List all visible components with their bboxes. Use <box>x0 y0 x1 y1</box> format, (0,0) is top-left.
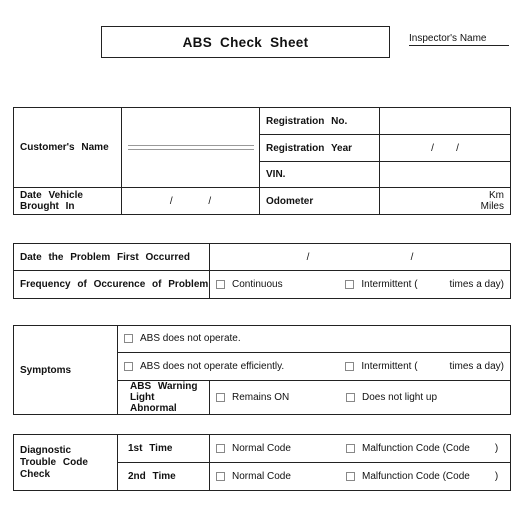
first-time-label: 1st Time <box>118 435 210 463</box>
option-malfunction-code[interactable]: Malfunction Code (Code ) <box>346 471 498 482</box>
date-separator: / <box>306 251 310 263</box>
second-time-label: 2nd Time <box>118 463 210 491</box>
customer-name-field[interactable] <box>122 108 260 188</box>
checkbox-icon[interactable] <box>216 472 225 481</box>
frequency-options <box>210 271 511 299</box>
symptom-row-1 <box>118 326 511 353</box>
checkbox-icon[interactable] <box>124 334 133 343</box>
registration-no-label: Registration No. <box>260 108 380 135</box>
vin-field[interactable] <box>380 162 511 188</box>
vin-label: VIN. <box>260 162 380 188</box>
symptoms-label: Symptoms <box>14 326 118 415</box>
option-malfunction-code[interactable]: Malfunction Code (Code ) <box>346 443 498 454</box>
option-continuous[interactable]: Continuous <box>216 279 283 290</box>
option-normal-code[interactable]: Normal Code <box>216 443 346 454</box>
date-separator: / <box>410 251 414 263</box>
date-brought-in-label: Date Vehicle Brought In <box>14 188 122 215</box>
checkbox-icon[interactable] <box>345 362 354 371</box>
registration-no-field[interactable] <box>380 108 511 135</box>
dtc-label: Diagnostic Trouble Code Check <box>14 435 118 491</box>
dtc-table <box>13 434 511 491</box>
inspector-name-field[interactable]: Inspector's Name <box>409 33 509 46</box>
checkbox-icon[interactable] <box>346 472 355 481</box>
option-intermittent[interactable]: Intermittent ( times a day) <box>345 279 504 290</box>
first-time-options <box>210 435 511 463</box>
warning-light-options <box>210 381 511 415</box>
date-brought-in-field[interactable] <box>122 188 260 215</box>
unit-miles: Miles <box>480 201 504 212</box>
checkbox-icon[interactable] <box>346 393 355 402</box>
checkbox-icon[interactable] <box>216 444 225 453</box>
checkbox-icon[interactable] <box>124 362 133 371</box>
sheet-title: ABS Check Sheet <box>101 26 390 58</box>
second-time-options <box>210 463 511 491</box>
symptoms-table <box>13 325 511 415</box>
odometer-field[interactable] <box>380 188 511 215</box>
frequency-label: Frequency of Occurence of Problem <box>14 271 210 299</box>
registration-year-field[interactable] <box>380 135 511 162</box>
option-does-not-light[interactable]: Does not light up <box>346 392 437 403</box>
option-remains-on[interactable]: Remains ON <box>216 392 346 403</box>
option-intermittent[interactable]: Intermittent ( times a day) <box>345 361 504 372</box>
date-separator: / <box>169 195 173 207</box>
checkbox-icon[interactable] <box>346 444 355 453</box>
customer-table <box>13 107 511 215</box>
registration-year-label: Registration Year <box>260 135 380 162</box>
double-underline <box>128 145 254 150</box>
problem-date-field[interactable] <box>210 244 511 271</box>
unit-km: Km <box>489 190 504 201</box>
warning-light-label: ABS Warning Light Abnormal <box>118 381 210 415</box>
checkbox-icon[interactable] <box>345 280 354 289</box>
date-separator: / <box>208 195 212 207</box>
date-separator: / <box>431 142 434 154</box>
customer-name-label: Customer's Name <box>14 108 122 188</box>
option-abs-not-efficient[interactable]: ABS does not operate efficiently. <box>124 361 284 372</box>
date-separator: / <box>456 142 459 154</box>
problem-table <box>13 243 511 299</box>
option-normal-code[interactable]: Normal Code <box>216 471 346 482</box>
option-abs-not-operate[interactable]: ABS does not operate. <box>124 333 241 344</box>
odometer-label: Odometer <box>260 188 380 215</box>
checkbox-icon[interactable] <box>216 393 225 402</box>
symptom-row-2 <box>118 353 511 381</box>
problem-date-label: Date the Problem First Occurred <box>14 244 210 271</box>
checkbox-icon[interactable] <box>216 280 225 289</box>
